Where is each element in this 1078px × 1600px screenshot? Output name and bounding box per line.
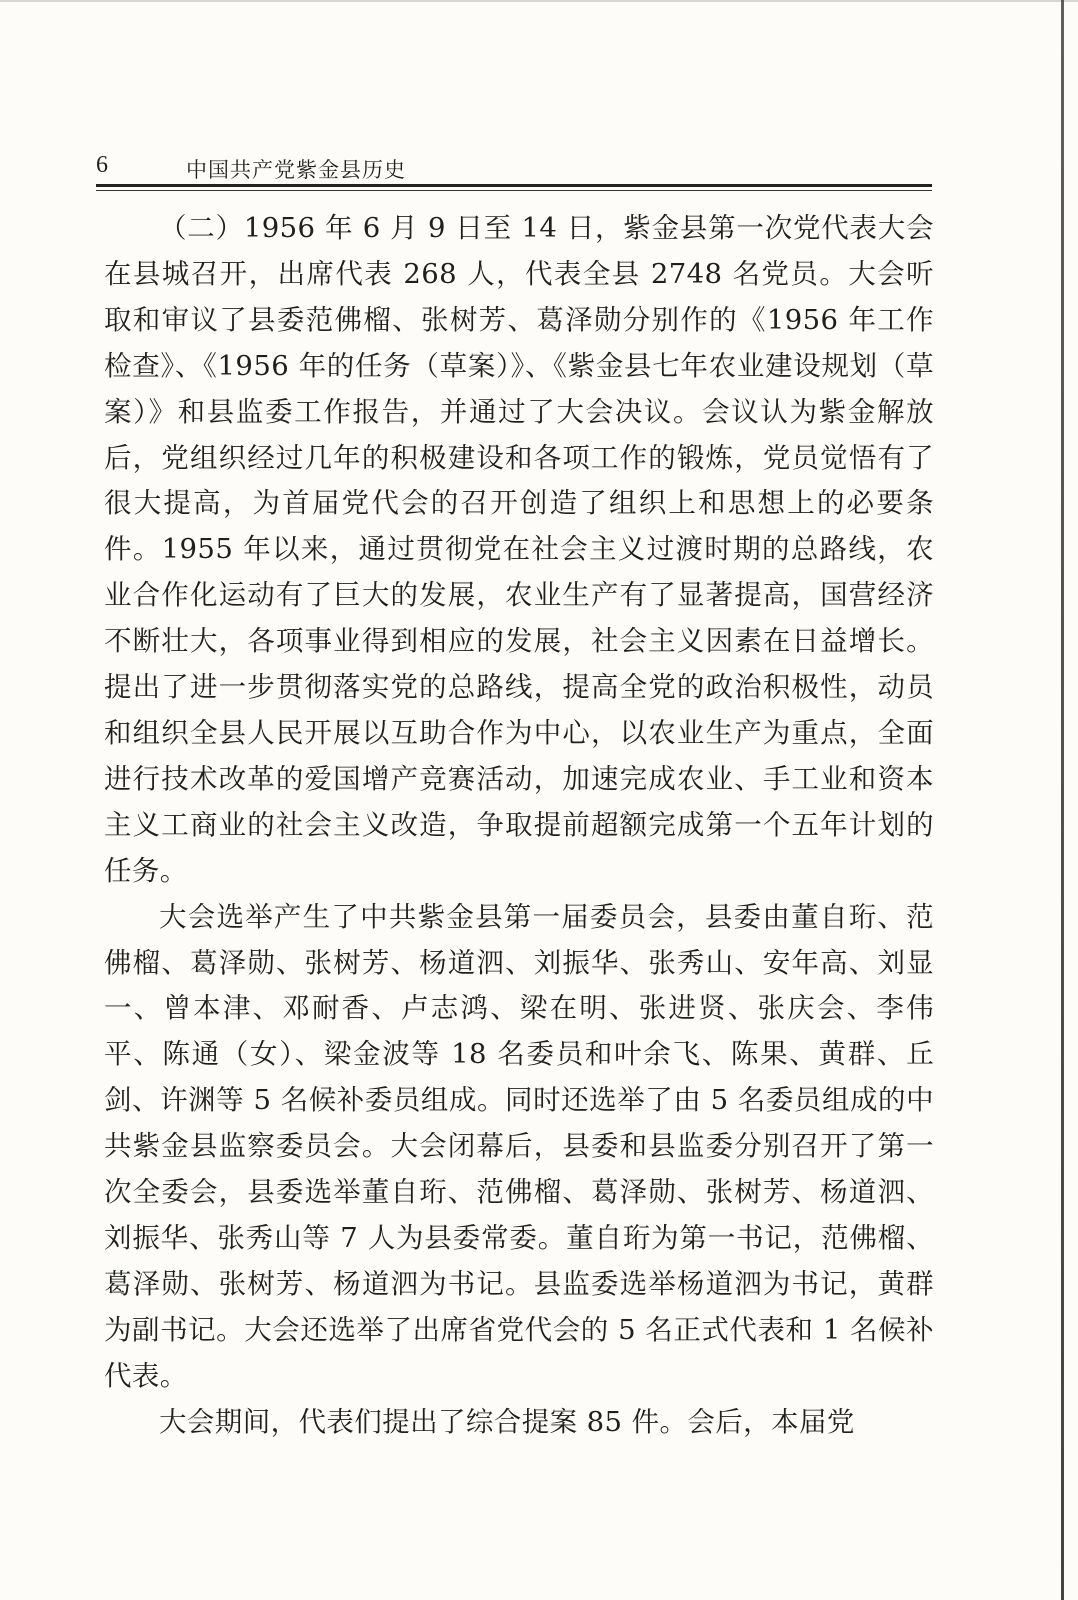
page-right-edge [1061, 0, 1064, 1600]
paragraph: 大会期间，代表们提出了综合提案 85 件。会后，本届党 [159, 1405, 855, 1438]
paragraph: （二）1956 年 6 月 9 日至 14 日，紫金县第一次党代表大会在县城召开，出席代表 268 人，代表全县 2748 名党员。大会听取和审议了县委范佛榴、张树芳、葛泽勋分别作的《1956 年工作检查》、《1956 年的任务（草案）》、《紫金县七年农业建设规划（草案）》和县监委工作报告，并通过了大会决议。会议认为紫金解放后，党组织经过几年的积极建设和各项工作的锻炼，党员觉悟有了很大提高，为首届党代会的召开创造了组织上和思想上的必要条件。1955 年以来，通过贯彻党在社会主义过渡时期的总路线，农业合作化运动有了巨大的发展，农业生产有了显著提高，国营经济不断壮大，各项事业得到相应的发展，社会主义因素在日益增长。提出了进一步贯彻落实党的总路线，提高全党的政治积极性，动员和组织全县人民开展以互助合作为中心，以农业生产为重点，全面进行技术改革的爱国增产竞赛活动，加速完成农业、手工业和资本主义工商业的社会主义改造，争取提前超额完成第一个五年计划的任务。 [104, 212, 934, 887]
paragraph: 大会选举产生了中共紫金县第一届委员会，县委由董自珩、范佛榴、葛泽勋、张树芳、杨道泗、刘振华、张秀山、安年高、刘显一、曾本津、邓耐香、卢志鸿、梁在明、张进贤、张庆会、李伟平、陈通（女）、梁金波等 18 名委员和叶余飞、陈果、黄群、丘剑、许渊等 5 名候补委员组成。同时还选举了由 5 名委员组成的中共紫金县监察委员会。大会闭幕后，县委和县监委分别召开了第一次全委会，县委选举董自珩、范佛榴、葛泽勋、张树芳、杨道泗、刘振华、张秀山等 7 人为县委常委。董自珩为第一书记，范佛榴、葛泽勋、张树芳、杨道泗为书记。县监委选举杨道泗为书记，黄群为副书记。大会还选举了出席省党代会的 5 名正式代表和 1 名候补代表。 [104, 900, 934, 1392]
page-number: 6 [96, 152, 108, 178]
header-rule-thick [96, 184, 932, 187]
book-title: 中国共产党紫金县历史 [186, 158, 406, 182]
running-header [96, 148, 932, 188]
body-text [104, 206, 934, 1445]
header-rule-thin [96, 190, 932, 191]
page-top-edge [0, 0, 1078, 2]
